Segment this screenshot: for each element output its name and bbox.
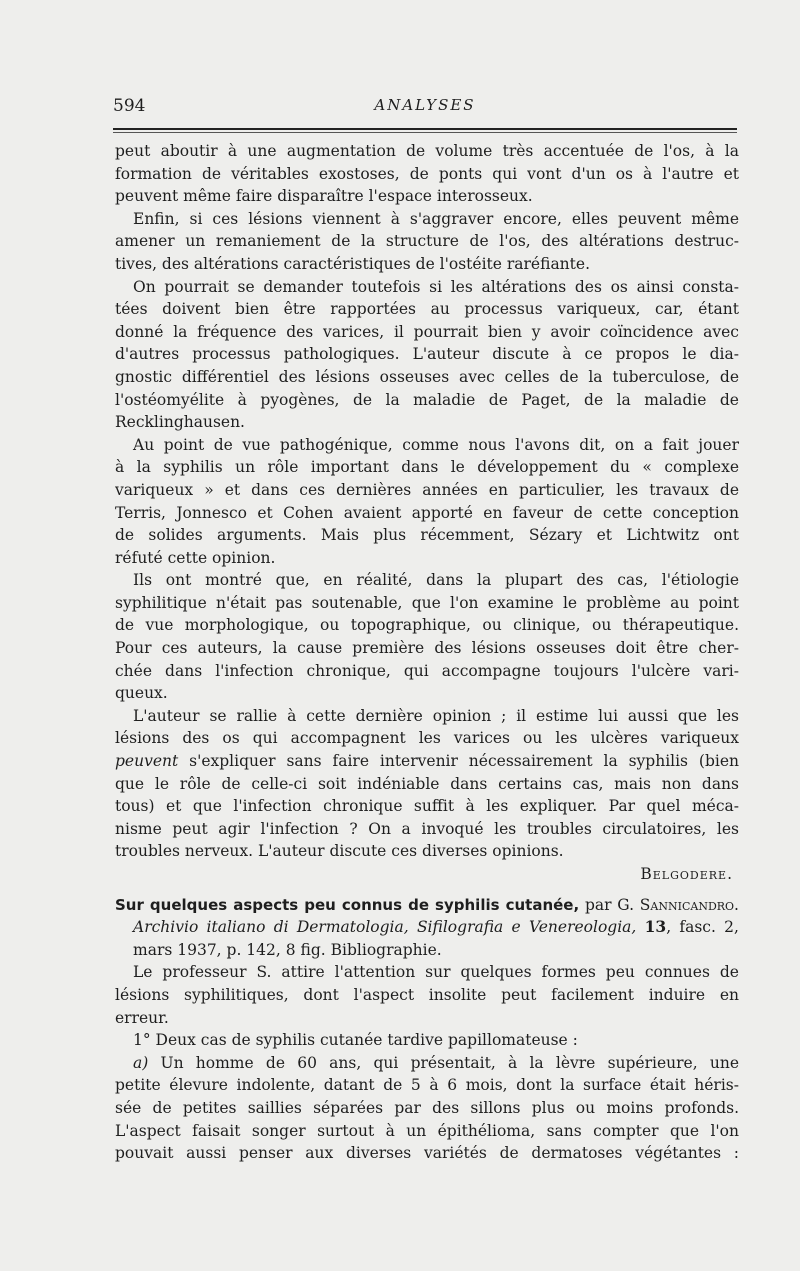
- text-line: réfuté cette opinion.: [115, 548, 276, 567]
- text-line: [115, 1052, 739, 1075]
- article-reference: [115, 894, 739, 962]
- text-line: l'ostéomyélite à pyogènes, de la maladie de Paget, de la maladie de: [115, 390, 739, 409]
- header-rule: [113, 128, 737, 130]
- text-line: L'auteur se rallie à cette dernière opinion ; il estime lui aussi que les: [133, 706, 739, 725]
- text-line: Le professeur S. attire l'attention sur quelques formes peu connues de: [133, 963, 739, 982]
- article-title-line: [115, 894, 739, 917]
- text-line: de solides arguments. Mais plus récemment, Sézary et Lichtwitz ont: [115, 526, 739, 545]
- text-line: tous) et que l'infection chronique suffit à les expliquer. Par quel méca-: [115, 797, 739, 816]
- page-body: [115, 140, 739, 1165]
- text-span: s'expliquer sans faire intervenir nécessairement la syphilis (bien: [178, 752, 739, 771]
- paragraph: [115, 705, 739, 863]
- text-span: , fasc. 2,: [666, 918, 739, 937]
- journal-name: Archivio italiano di Dermatologia, Sifilografia e Venereologia,: [133, 918, 637, 937]
- list-item: 1° Deux cas de syphilis cutanée tardive papillomateuse :: [133, 1031, 578, 1050]
- article-author: Sannicandro.: [639, 895, 739, 914]
- citation-line: mars 1937, p. 142, 8 fig. Bibliographie.: [133, 940, 442, 959]
- text-line: On pourrait se demander toutefois si les altérations des os ainsi consta-: [133, 277, 739, 296]
- text-span: Un homme de 60 ans, qui présentait, à la lèvre supérieure, une: [148, 1053, 739, 1072]
- text-line: sée de petites saillies séparées par des sillons plus ou moins profonds.: [115, 1098, 739, 1117]
- text-line: petite élevure indolente, datant de 5 à 6 mois, dont la surface était héris-: [115, 1076, 739, 1095]
- text-line: queux.: [115, 684, 168, 703]
- paragraph: [115, 140, 739, 208]
- text-line: Pour ces auteurs, la cause première des lésions osseuses doit être cher-: [115, 639, 739, 658]
- text-line: peut aboutir à une augmentation de volume très accentuée de l'os, à la: [115, 142, 739, 160]
- paragraph: [115, 961, 739, 1029]
- volume-number: 13: [644, 917, 667, 937]
- text-line: tives, des altérations caractéristiques de l'ostéite raréfiante.: [115, 254, 590, 273]
- paragraph: [115, 276, 739, 434]
- text-line: [115, 750, 739, 773]
- text-line: d'autres processus pathologiques. L'auteur discute à ce propos le dia-: [115, 345, 739, 364]
- text-line: de vue morphologique, ou topographique, ou clinique, ou thérapeutique.: [115, 616, 739, 635]
- paragraph: [115, 569, 739, 705]
- text-line: Recklinghausen.: [115, 413, 245, 432]
- citation-line: [115, 916, 739, 939]
- text-line: gnostic différentiel des lésions osseuses avec celles de la tuberculose, de: [115, 367, 739, 386]
- text-line: donné la fréquence des varices, il pourrait bien y avoir coïncidence avec: [115, 322, 739, 341]
- text-line: pouvait aussi penser aux diverses variétés de dermatoses végétantes :: [115, 1144, 739, 1163]
- text-line: Au point de vue pathogénique, comme nous l'avons dit, on a fait jouer: [133, 435, 739, 454]
- reviewer-signature: Belgodere.: [640, 865, 733, 883]
- text-line: tées doivent bien être rapportées au processus variqueux, car, étant: [115, 300, 739, 319]
- text-line: chée dans l'infection chronique, qui accompagne toujours l'ulcère vari-: [115, 661, 739, 680]
- article-title: Sur quelques aspects peu connus de syphilis cutanée,: [115, 895, 580, 914]
- header-rule-thin: [113, 132, 737, 133]
- text-line: que le rôle de celle-ci soit indéniable dans certains cas, mais non dans: [115, 774, 739, 793]
- item-label: a): [133, 1053, 149, 1072]
- paragraph: [115, 208, 739, 276]
- page-number: 594: [113, 96, 146, 116]
- text-line: syphilitique n'était pas soutenable, que l'on examine le problème au point: [115, 593, 739, 612]
- text-line: formation de véritables exostoses, de ponts qui vont d'un os à l'autre et: [115, 164, 739, 183]
- page-header: [113, 96, 737, 122]
- text-line: Terris, Jonnesco et Cohen avaient apporté en faveur de cette conception: [115, 503, 739, 522]
- text-line: erreur.: [115, 1008, 169, 1027]
- text-line: variqueux » et dans ces dernières années en particulier, les travaux de: [115, 480, 739, 499]
- emphasis: peuvent: [115, 752, 179, 771]
- text-line: peuvent même faire disparaître l'espace interosseux.: [115, 187, 533, 206]
- text-line: L'aspect faisait songer surtout à un épithélioma, sans compter que l'on: [115, 1121, 739, 1140]
- text-line: Ils ont montré que, en réalité, dans la plupart des cas, l'étiologie: [133, 571, 739, 590]
- text-line: lésions des os qui accompagnent les varices ou les ulcères variqueux: [115, 729, 739, 748]
- text-line: lésions syphilitiques, dont l'aspect insolite peut facilement induire en: [115, 985, 739, 1004]
- text-line: nisme peut agir l'infection ? On a invoqué les troubles circulatoires, les: [115, 819, 739, 838]
- running-title: ANALYSES: [374, 96, 476, 114]
- text-span: par G.: [579, 895, 640, 914]
- paragraph: [115, 1052, 739, 1165]
- text-line: amener un remaniement de la structure de l'os, des altérations destruc-: [115, 232, 739, 251]
- text-line: Enfin, si ces lésions viennent à s'aggraver encore, elles peuvent même: [133, 209, 739, 228]
- text-line: troubles nerveux. L'auteur discute ces diverses opinions.: [115, 842, 564, 861]
- paragraph: [115, 434, 739, 570]
- text-line: à la syphilis un rôle important dans le développement du « complexe: [115, 458, 739, 477]
